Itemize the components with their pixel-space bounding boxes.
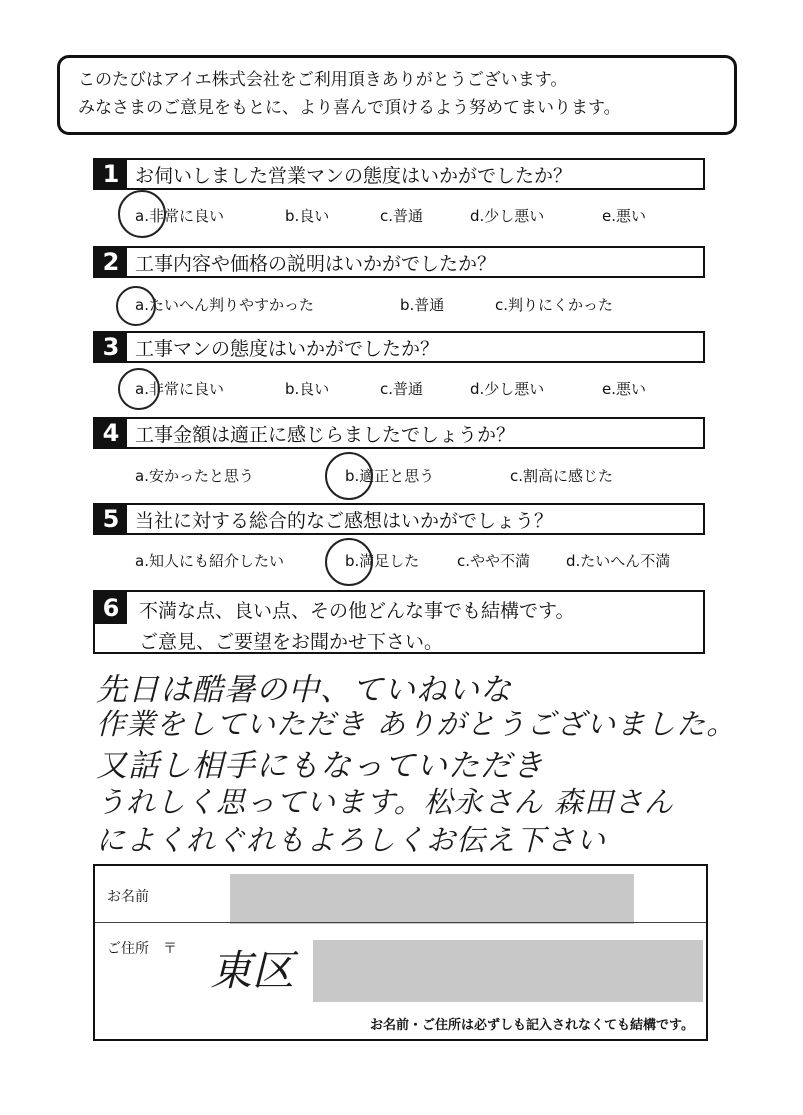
q3-option-e[interactable]: e.悪い — [602, 380, 646, 398]
q3-option-a[interactable]: a.非常に良い — [135, 380, 224, 398]
redacted-name — [230, 874, 634, 924]
divider — [95, 922, 706, 923]
question-text: 当社に対する総合的なご感想はいかがでしょう？ — [135, 509, 554, 532]
question-number: 1 — [95, 160, 127, 188]
question-text: 工事マンの態度はいかがでしたか？ — [135, 337, 440, 360]
selection-circle — [118, 368, 160, 410]
selection-circle — [118, 190, 166, 238]
name-label: お名前 — [107, 889, 149, 905]
q5-option-d[interactable]: d.たいへん不満 — [566, 552, 671, 570]
handwritten-comment-line-3: 又話し相手にもなっていただき — [96, 748, 544, 784]
privacy-note: お名前・ご住所は必ずしも記入されなくても結構です。 — [370, 1018, 694, 1033]
handwritten-comment-line-2: 作業をしていただき ありがとうございました。 — [96, 707, 737, 741]
q5-option-c[interactable]: c.やや不満 — [457, 552, 531, 570]
q2-option-a[interactable]: a.たいへん判りやすかった — [135, 296, 314, 314]
intro-line-2: みなさまのご意見をもとに、より喜んで頂けるよう努めてまいります。 — [78, 98, 621, 118]
question-text: 工事金額は適正に感じらましたでしょうか？ — [135, 423, 516, 446]
q1-option-e[interactable]: e.悪い — [602, 207, 646, 225]
question-2 — [93, 246, 705, 278]
question-text-line-1: 不満な点、良い点、その他どんな事でも結構です。 — [139, 600, 575, 622]
address-label: ご住所 〒 — [107, 941, 177, 957]
intro-box — [57, 55, 737, 135]
q1-option-c[interactable]: c.普通 — [380, 207, 424, 225]
question-1 — [93, 158, 705, 190]
q4-option-c[interactable]: c.割高に感じた — [510, 467, 614, 485]
intro-line-1: このたびはアイエ株式会社をご利用頂きありがとうございます。 — [78, 70, 568, 90]
q2-option-b[interactable]: b.普通 — [400, 296, 445, 314]
selection-circle — [116, 286, 156, 326]
handwritten-comment-line-1: 先日は酷暑の中、ていねいな — [96, 672, 512, 708]
question-text: 工事内容や価格の説明はいかがでしたか？ — [135, 252, 497, 275]
q2-option-c[interactable]: c.判りにくかった — [495, 296, 614, 314]
q4-option-a[interactable]: a.安かったと思う — [135, 467, 254, 485]
q1-option-b[interactable]: b.良い — [285, 207, 330, 225]
q1-option-a[interactable]: a.非常に良い — [135, 207, 224, 225]
question-5 — [93, 503, 705, 535]
question-6 — [93, 590, 705, 654]
question-number: 2 — [95, 248, 127, 276]
redacted-address — [313, 940, 703, 1002]
q1-option-d[interactable]: d.少し悪い — [470, 207, 545, 225]
q3-option-d[interactable]: d.少し悪い — [470, 380, 545, 398]
address-handwritten: 東区 — [210, 946, 295, 995]
question-text: お伺いしました営業マンの態度はいかがでしたか？ — [135, 164, 573, 187]
handwritten-comment-line-5: によくれぐれもよろしくお伝え下さい — [96, 823, 607, 857]
question-4 — [93, 417, 705, 449]
q3-option-b[interactable]: b.良い — [285, 380, 330, 398]
question-number: 4 — [95, 419, 127, 447]
question-number: 3 — [95, 333, 127, 361]
question-3 — [93, 331, 705, 363]
contact-info-box — [93, 864, 708, 1041]
q3-option-c[interactable]: c.普通 — [380, 380, 424, 398]
question-number: 5 — [95, 505, 127, 533]
selection-circle — [325, 538, 373, 586]
handwritten-comment-line-4: うれしく思っています。松永さん 森田さん — [96, 785, 674, 819]
question-number: 6 — [95, 592, 127, 624]
q5-option-b[interactable]: b.満足した — [345, 552, 420, 570]
question-text-line-2: ご意見、ご要望をお聞かせ下さい。 — [139, 631, 444, 653]
selection-circle — [325, 452, 373, 500]
q5-option-a[interactable]: a.知人にも紹介したい — [135, 552, 284, 570]
q4-option-b[interactable]: b.適正と思う — [345, 467, 435, 485]
